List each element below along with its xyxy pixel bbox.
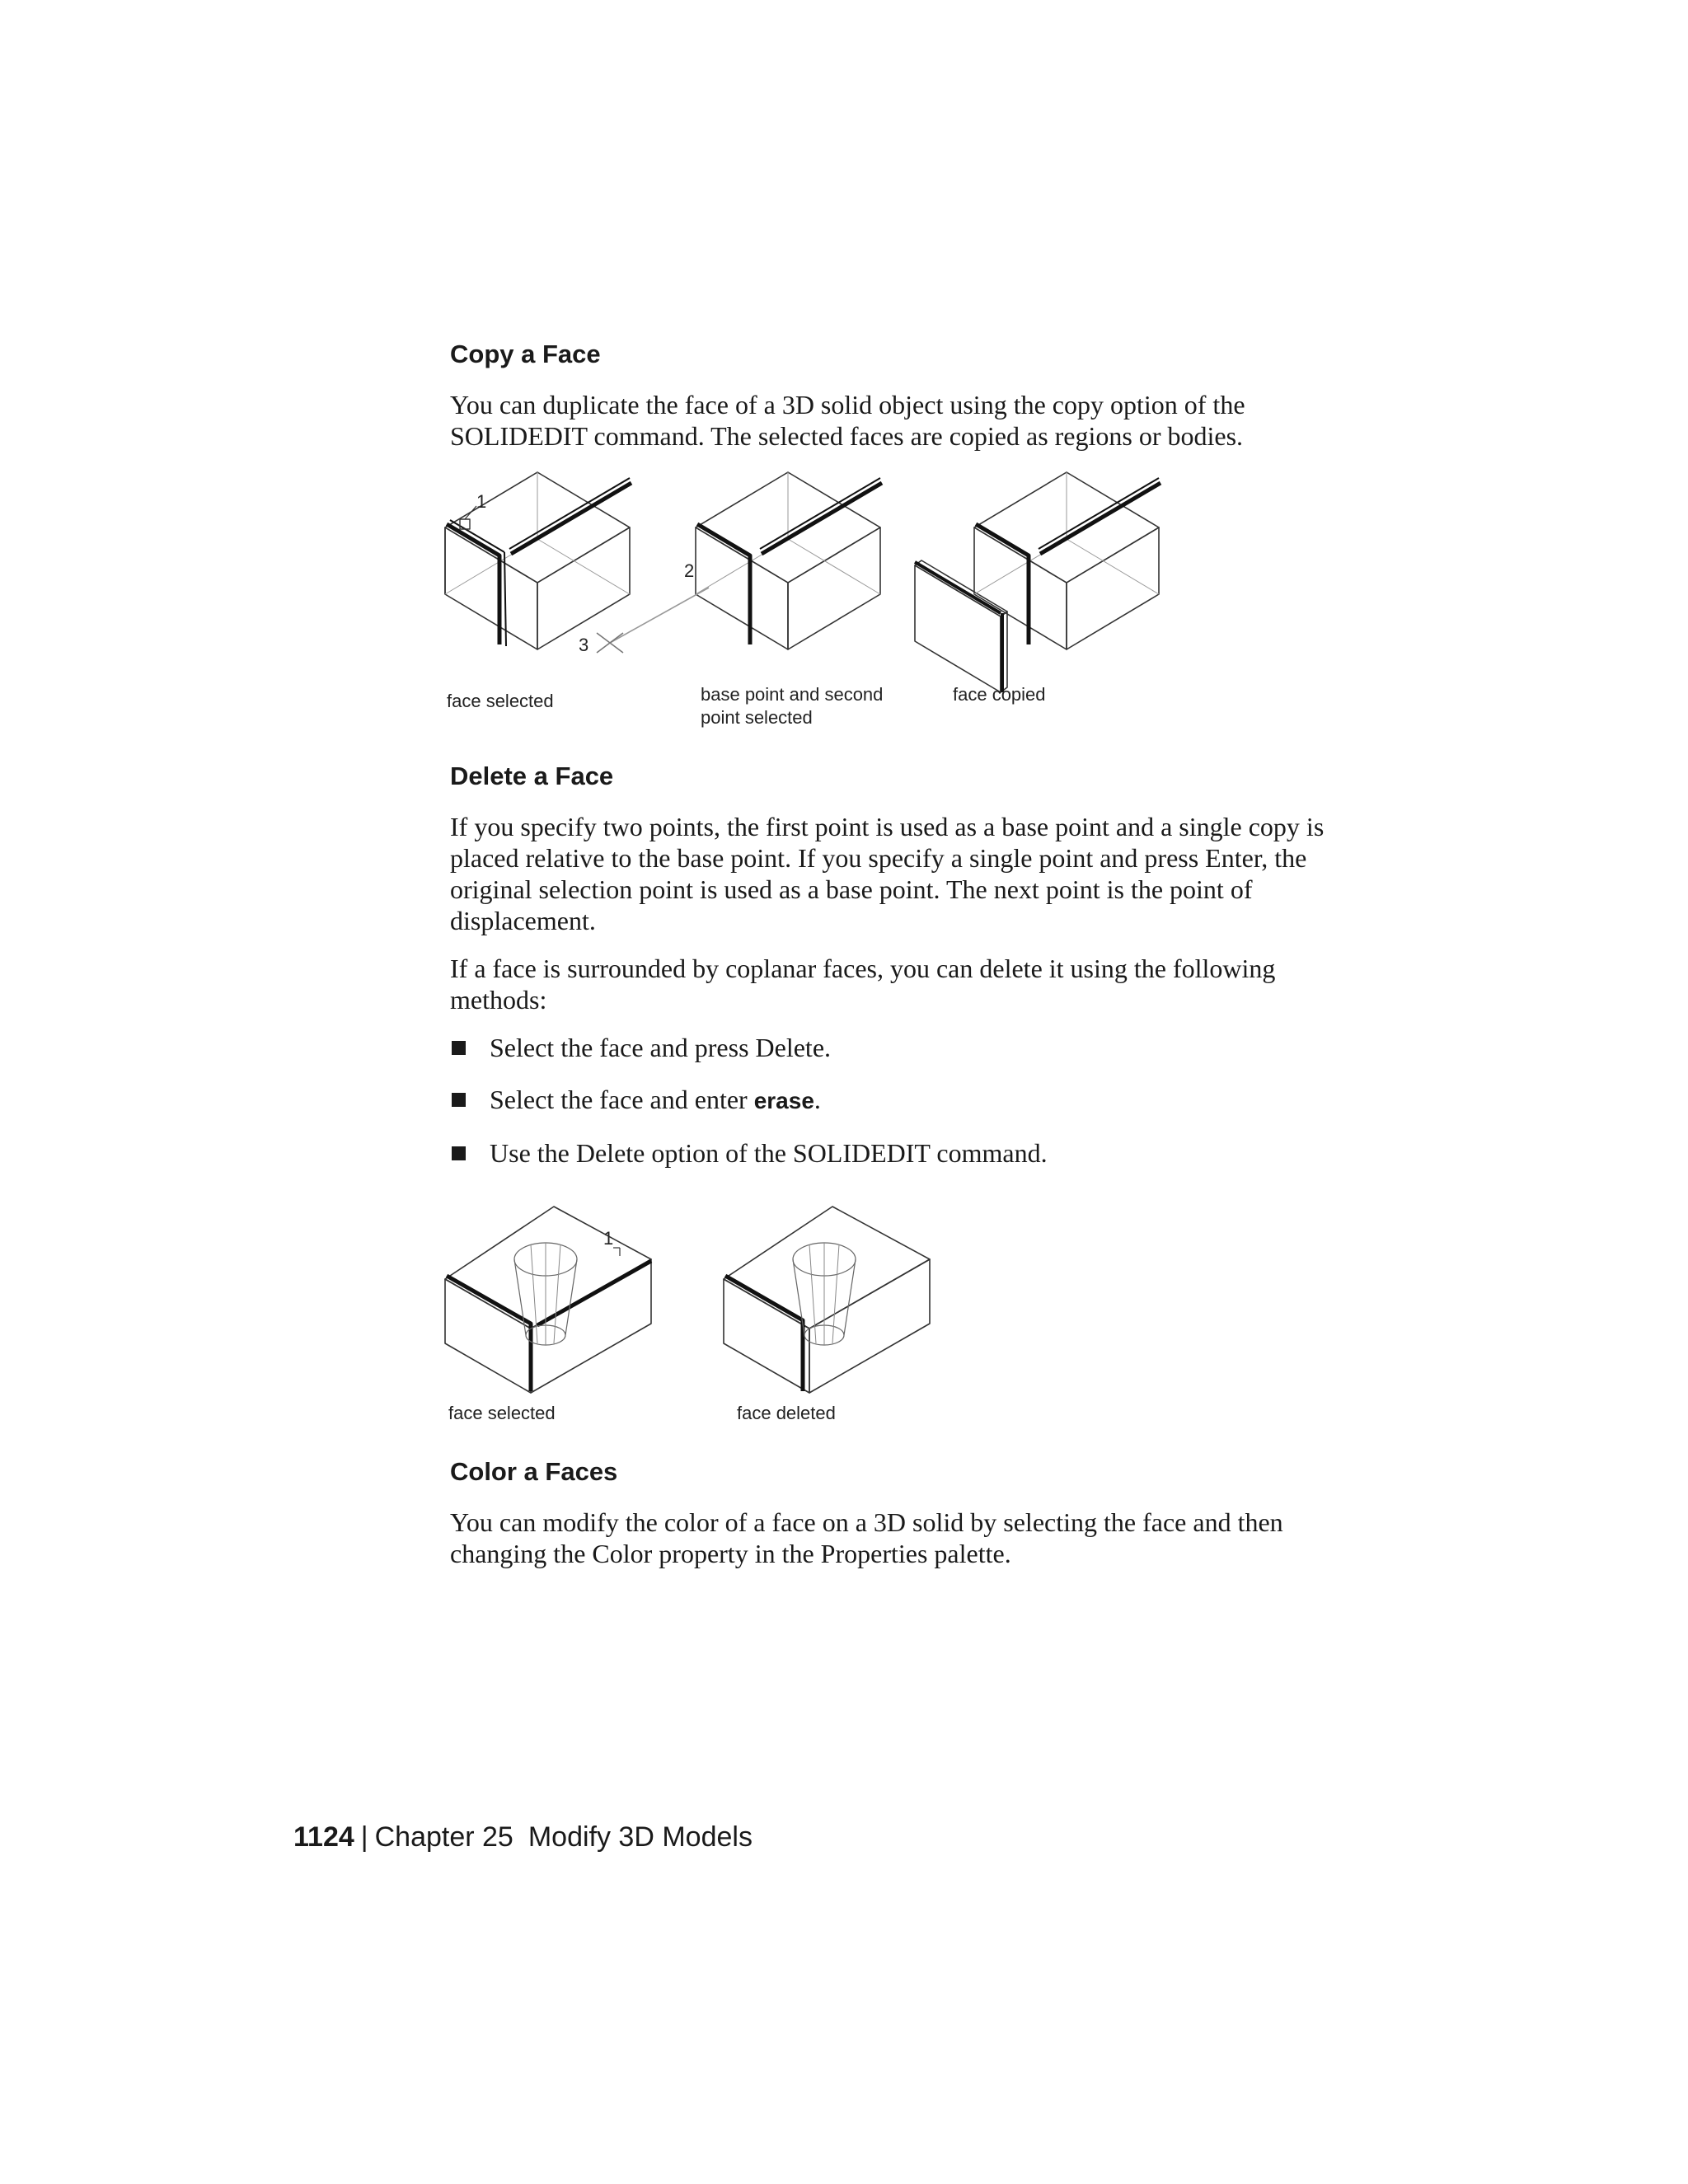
bullet-icon <box>452 1146 466 1160</box>
delete-face-figure <box>438 1202 1015 1432</box>
page-content <box>447 338 1348 1586</box>
label-face-selected: face selected <box>448 1403 556 1423</box>
label-face-deleted: face deleted <box>737 1403 836 1423</box>
callout-3: 3 <box>579 635 589 655</box>
list-item <box>450 1084 1348 1117</box>
label-base-point-line2: point selected <box>701 707 813 728</box>
list-item-text <box>490 1084 821 1117</box>
label-face-copied: face copied <box>953 684 1046 705</box>
list-item-prefix: Select the face and enter <box>490 1085 754 1114</box>
color-faces-paragraph: You can modify the color of a face on a 3D solid by selecting the face and then changing the Color property in the Properties palette. <box>450 1507 1283 1568</box>
delete-methods-list <box>450 1032 1348 1169</box>
chapter-title: Modify 3D Models <box>528 1821 753 1853</box>
label-base-point-line1: base point and second <box>701 684 884 705</box>
command-erase: erase <box>753 1088 814 1113</box>
chapter-label: Chapter 25 <box>374 1821 513 1853</box>
list-item-text: Select the face and press Delete. <box>490 1033 832 1062</box>
bullet-icon <box>452 1093 466 1107</box>
section-heading-copy-face: Copy a Face <box>450 340 601 368</box>
callout-2: 2 <box>684 560 695 581</box>
page-footer <box>293 1821 753 1854</box>
callout-1: 1 <box>603 1228 614 1249</box>
bullet-icon <box>452 1041 466 1055</box>
section-heading-delete-face: Delete a Face <box>450 762 614 790</box>
box-base-point-drawing <box>696 472 882 649</box>
copy-face-paragraph: You can duplicate the face of a 3D solid object using the copy option of the SOLIDEDIT command. The selected faces are copied as regions or bodies. <box>450 390 1245 451</box>
label-face-selected: face selected <box>447 691 554 711</box>
copied-face-slab-drawing <box>915 560 1007 692</box>
list-item-text: Use the Delete option of the SOLIDEDIT command. <box>490 1138 1048 1168</box>
section-heading-color-faces: Color a Faces <box>450 1457 618 1486</box>
box-face-deleted-drawing <box>724 1207 930 1393</box>
list-item <box>450 1137 1348 1169</box>
box-face-selected-drawing <box>445 472 631 649</box>
callout-1: 1 <box>476 491 487 512</box>
list-item <box>450 1032 1348 1063</box>
page-number: 1124 <box>293 1821 354 1853</box>
list-item-suffix: . <box>814 1085 821 1114</box>
box-delete-face-selected-drawing <box>445 1207 651 1393</box>
footer-separator: | <box>360 1821 368 1853</box>
copy-face-figure <box>438 468 1263 748</box>
delete-face-paragraph-1: If you specify two points, the first point is used as a base point and a single copy is placed relative to the base point. If you specify a single point and press Enter, the original selection point is used as a base point. The next point is the point of displacement. <box>450 812 1325 935</box>
delete-face-paragraph-2: If a face is surrounded by coplanar faces, you can delete it using the following methods: <box>450 954 1276 1015</box>
